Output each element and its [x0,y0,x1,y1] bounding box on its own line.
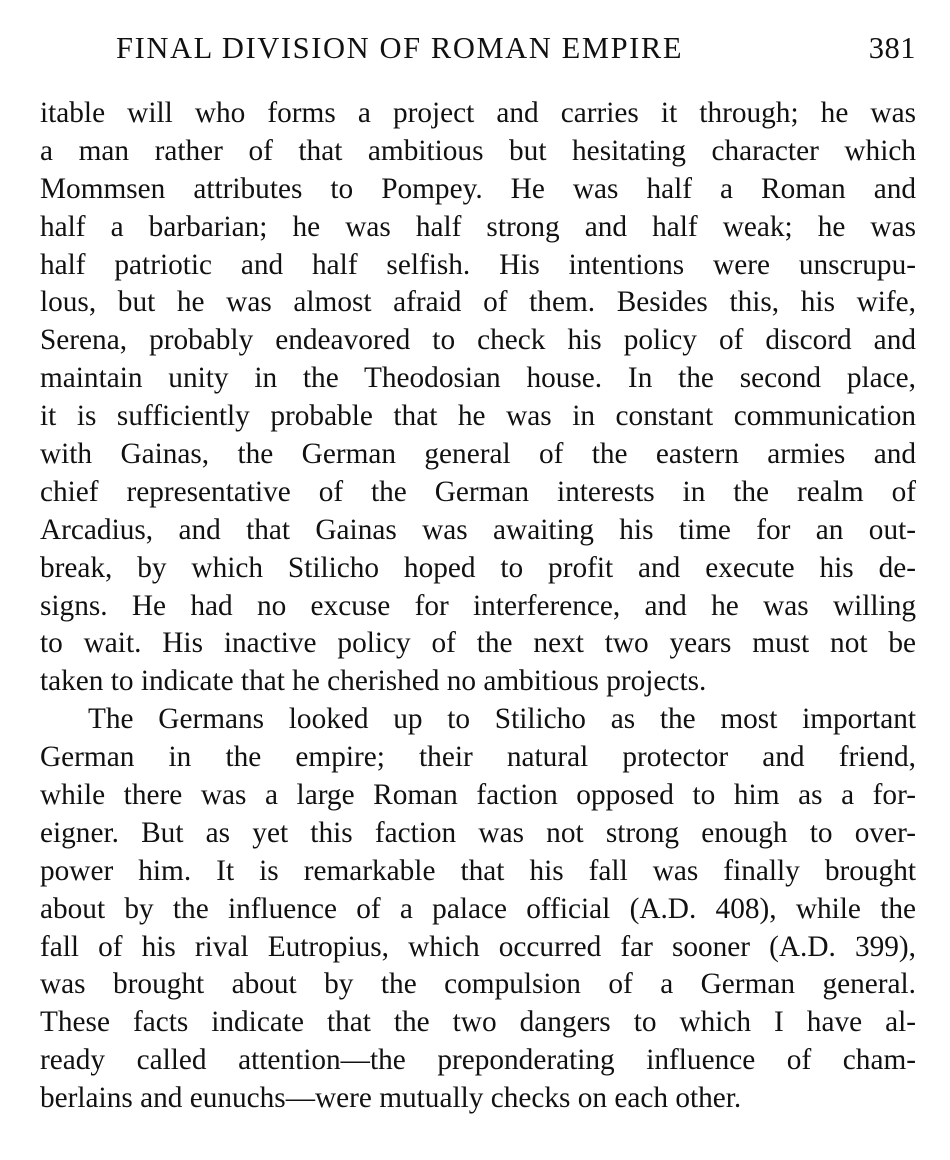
body-text [40,95,916,1118]
text-line: with Gainas, the German general of the eastern armies and [40,438,916,471]
text-line: chief representative of the German interests in the realm of [40,475,916,508]
text-line: maintain unity in the Theodosian house. In the second place, [40,362,916,395]
text-line: lous, but he was almost afraid of them. Besides this, his wife, [40,286,916,319]
text-line: to wait. His inactive policy of the next two years must not be [40,627,916,660]
text-line: it is sufficiently probable that he was in constant communication [40,400,916,433]
text-line: power him. It is remarkable that his fall was finally brought [40,854,916,887]
text-line: German in the empire; their natural protector and friend, [40,741,916,774]
text-line: about by the influence of a palace official (A.D. 408), while the [40,892,916,925]
text-line: These facts indicate that the two dangers to which I have al- [40,1006,916,1039]
text-line: a man rather of that ambitious but hesitating character which [40,134,916,167]
text-line: ready called attention—the preponderating influence of cham- [40,1044,916,1077]
text-line: fall of his rival Eutropius, which occurred far sooner (A.D. 399), [40,930,916,963]
text-line: itable will who forms a project and carries it through; he was [40,97,916,129]
text-line: eigner. But as yet this faction was not strong enough to over- [40,816,916,849]
text-line: while there was a large Roman faction opposed to him as a for- [40,779,916,812]
running-title: FINAL DIVISION OF ROMAN EMPIRE [116,31,684,65]
text-line: signs. He had no excuse for interference, and he was willing [40,589,916,622]
paragraph-1 [40,95,916,701]
text-line: Serena, probably endeavored to check his policy of discord and [40,324,916,357]
text-line: Arcadius, and that Gainas was awaiting his time for an out- [40,513,916,546]
text-line: break, by which Stilicho hoped to profit and execute his de- [40,551,916,584]
page-number: 381 [868,31,916,65]
paragraph-2 [40,701,916,1118]
text-line: half a barbarian; he was half strong and half weak; he was [40,210,916,243]
text-line: was brought about by the compulsion of a German general. [40,968,916,1001]
text-line: half patriotic and half selfish. His intentions were unscrupu- [40,248,916,281]
text-line: The Germans looked up to Stilicho as the most important [88,703,916,736]
text-line: Mommsen attributes to Pompey. He was half a Roman and [40,172,916,205]
running-head [40,26,916,70]
text-line: berlains and eunuchs—were mutually checks on each other. [40,1082,742,1115]
text-line: taken to indicate that he cherished no ambitious projects. [40,665,707,698]
